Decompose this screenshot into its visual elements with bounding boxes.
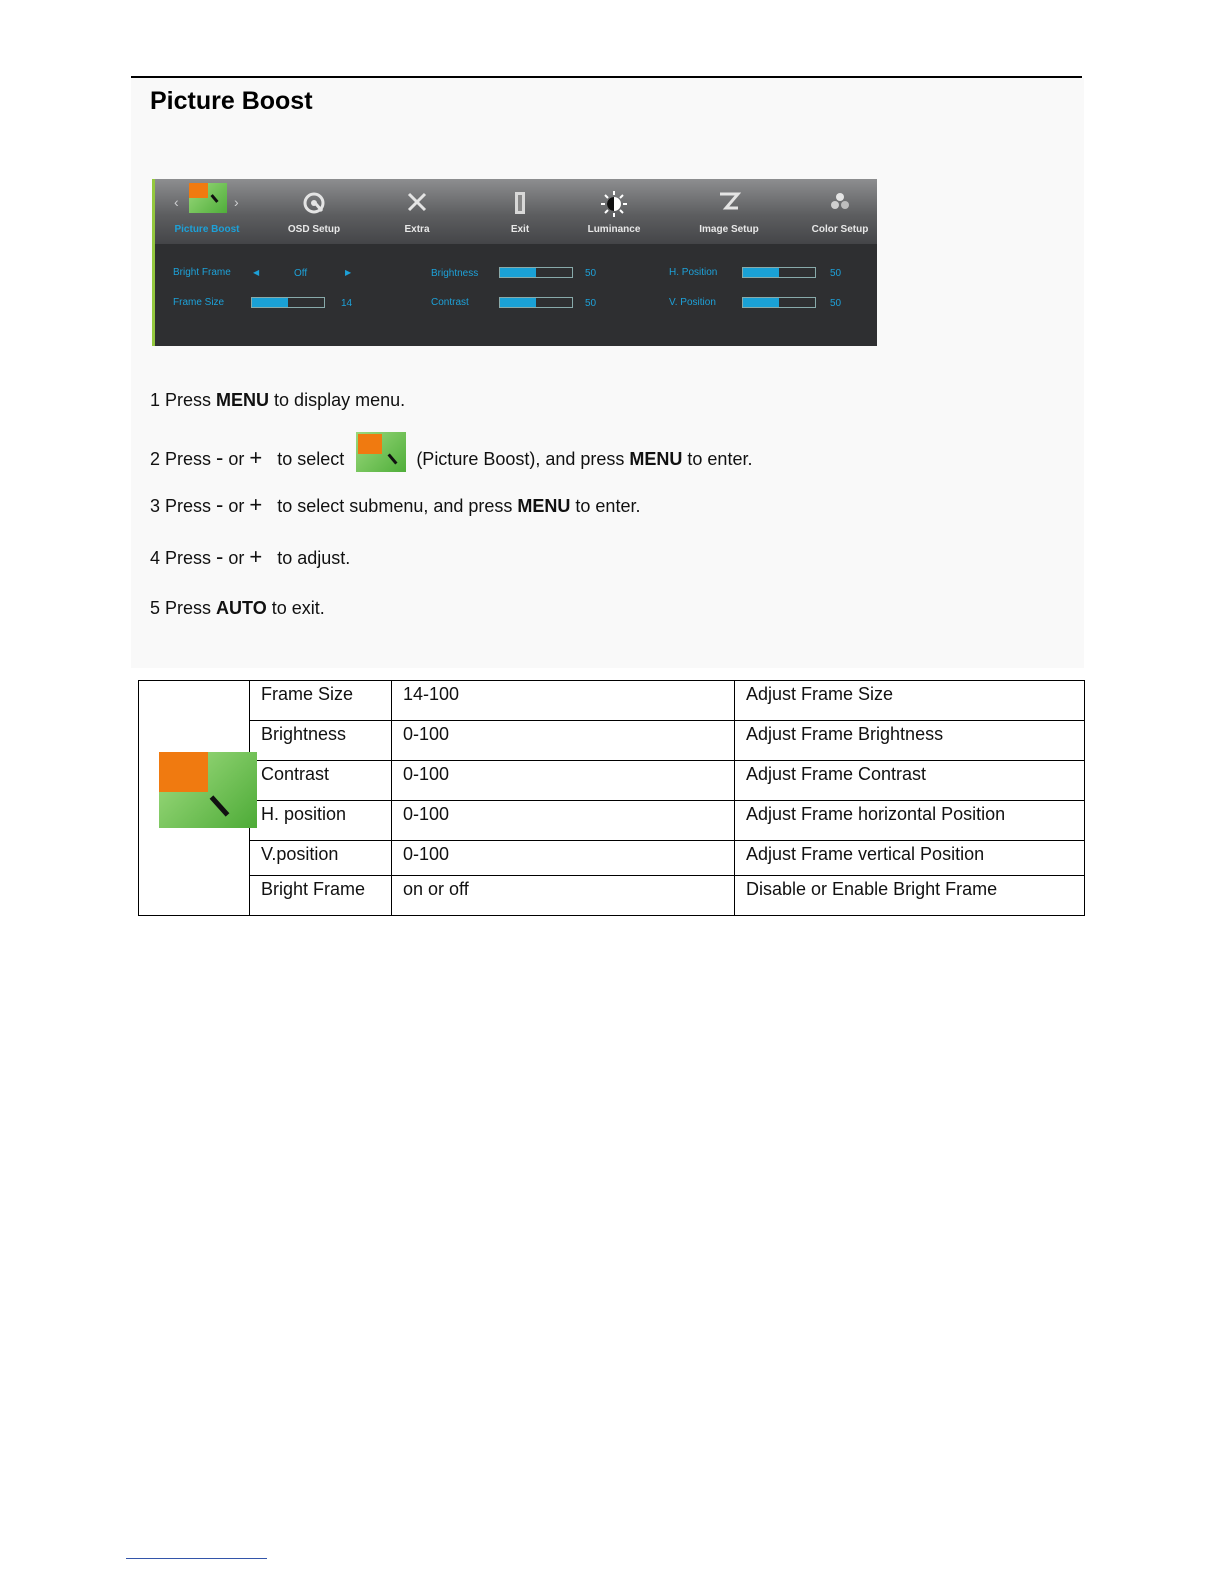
- triangle-left-icon[interactable]: ◀: [253, 268, 260, 277]
- tab-exit[interactable]: [497, 179, 543, 244]
- step-3: 3 Press - or + to select submenu, and press MENU to enter.: [150, 492, 641, 517]
- luminance-icon: [600, 190, 628, 218]
- tab-image-setup[interactable]: [692, 179, 766, 244]
- table-row: [139, 761, 1085, 801]
- setting-name: Frame Size: [250, 681, 392, 721]
- plus-key-icon: +: [249, 492, 263, 517]
- content-background: [131, 78, 1084, 668]
- setting-range: 14-100: [392, 681, 735, 721]
- tab-label: Color Setup: [811, 224, 869, 235]
- step-1: 1 Press MENU to display menu.: [150, 390, 406, 410]
- contrast-slider[interactable]: [499, 297, 573, 308]
- tab-label: OSD Setup: [287, 224, 341, 235]
- step-5: 5 Press AUTO to exit.: [150, 598, 325, 618]
- extra-icon: [406, 190, 428, 214]
- osd-accent-strip: [152, 179, 155, 346]
- brightness-label: Brightness: [431, 268, 479, 279]
- h-position-value: 50: [830, 268, 842, 279]
- tab-label: Extra: [404, 224, 430, 235]
- picture-boost-table: [138, 680, 1085, 916]
- picture-boost-icon: [189, 183, 227, 213]
- setting-name: Contrast: [250, 761, 392, 801]
- picture-boost-icon: [159, 752, 257, 828]
- setting-description: Adjust Frame Contrast: [735, 761, 1085, 801]
- table-icon-cell: [139, 681, 250, 916]
- bright-frame-label: Bright Frame: [173, 267, 231, 278]
- setting-range: 0-100: [392, 841, 735, 876]
- tab-extra[interactable]: [392, 179, 442, 244]
- h-position-label: H. Position: [669, 267, 718, 278]
- setting-name: Brightness: [250, 721, 392, 761]
- setting-range: on or off: [392, 876, 735, 916]
- frame-size-label: Frame Size: [173, 297, 225, 308]
- bright-frame-value: Off: [294, 268, 308, 279]
- frame-size-slider[interactable]: [251, 297, 325, 308]
- tab-label: Luminance: [587, 224, 641, 235]
- chevron-left-icon: ‹: [174, 194, 179, 210]
- footer-rule: [126, 1558, 267, 1559]
- h-position-slider[interactable]: [742, 267, 816, 278]
- tab-label: Image Setup: [699, 224, 759, 235]
- step-2: 2 Press - or + to select (Picture Boost), and press MENU to enter.: [150, 440, 752, 480]
- setting-description: Adjust Frame Brightness: [735, 721, 1085, 761]
- contrast-label: Contrast: [431, 297, 469, 308]
- color-setup-icon: [829, 190, 851, 212]
- setting-description: Adjust Frame horizontal Position: [735, 801, 1085, 841]
- v-position-slider[interactable]: [742, 297, 816, 308]
- minus-key-icon: -: [216, 544, 224, 569]
- tab-osd-setup[interactable]: [282, 179, 346, 244]
- setting-name: Bright Frame: [250, 876, 392, 916]
- tab-label: Exit: [510, 224, 530, 235]
- osd-setup-icon: [302, 190, 326, 216]
- setting-description: Adjust Frame vertical Position: [735, 841, 1085, 876]
- tab-color-setup[interactable]: [808, 179, 872, 244]
- tab-label: Picture Boost: [174, 224, 240, 235]
- table-row: [139, 801, 1085, 841]
- setting-name: H. position: [250, 801, 392, 841]
- frame-size-value: 14: [341, 298, 353, 309]
- table-row: [139, 876, 1085, 916]
- setting-range: 0-100: [392, 721, 735, 761]
- setting-range: 0-100: [392, 801, 735, 841]
- step-4: 4 Press - or + to adjust.: [150, 544, 351, 569]
- plus-key-icon: +: [249, 444, 263, 470]
- setting-description: Adjust Frame Size: [735, 681, 1085, 721]
- table-row: [139, 721, 1085, 761]
- setting-description: Disable or Enable Bright Frame: [735, 876, 1085, 916]
- setting-name: V.position: [250, 841, 392, 876]
- minus-key-icon: -: [216, 492, 224, 517]
- brightness-slider[interactable]: [499, 267, 573, 278]
- v-position-label: V. Position: [669, 297, 716, 308]
- tab-luminance[interactable]: [582, 179, 646, 244]
- picture-boost-icon: [356, 432, 406, 472]
- minus-key-icon: -: [216, 444, 224, 470]
- osd-menu-screenshot: [152, 179, 877, 346]
- table-row: [139, 841, 1085, 876]
- brightness-value: 50: [585, 268, 597, 279]
- chevron-right-icon: ›: [234, 194, 239, 210]
- exit-icon: [511, 190, 529, 216]
- tab-picture-boost[interactable]: [172, 179, 242, 244]
- contrast-value: 50: [585, 298, 597, 309]
- image-setup-icon: [717, 190, 741, 212]
- v-position-value: 50: [830, 298, 842, 309]
- setting-range: 0-100: [392, 761, 735, 801]
- plus-key-icon: +: [249, 544, 263, 569]
- page-title: Picture Boost: [150, 87, 313, 115]
- table-row: [139, 681, 1085, 721]
- triangle-right-icon[interactable]: ▶: [345, 268, 352, 277]
